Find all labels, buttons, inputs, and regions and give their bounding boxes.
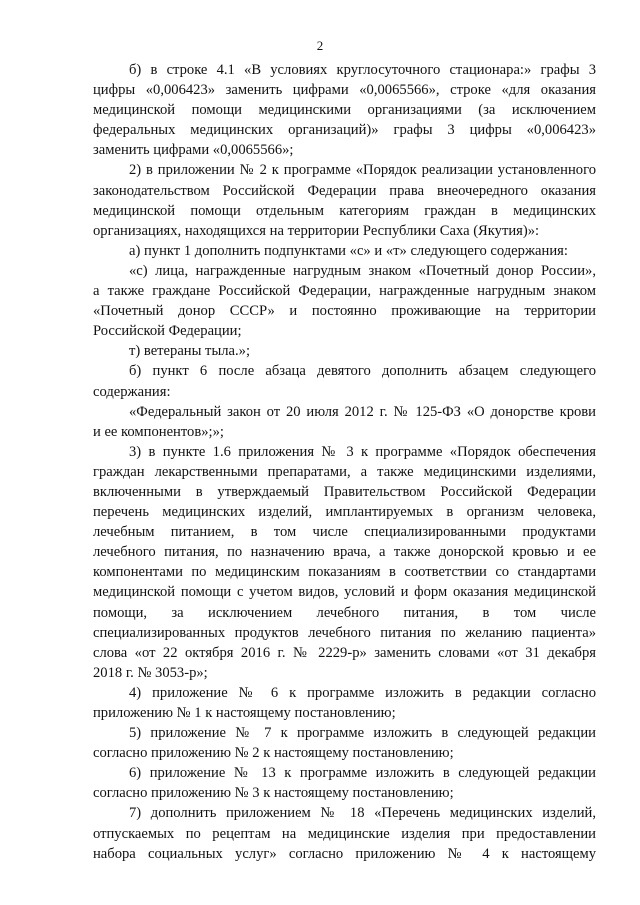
text-line: а) пункт 1 дополнить подпунктами «с» и «т» следующего содержания: [129,242,568,259]
text-line: 2) в приложении № 2 к программе «Порядок реализации установленного [129,162,596,179]
text-line: приложению № 1 к настоящему постановлению; [93,705,396,721]
text-line: заменить цифрами «0,0065566»; [93,142,294,159]
text-line: медицинской помощи с учетом видов, условий и форм оказания медицинской [93,584,596,601]
text-line: «с) лица, награжденные нагрудным знаком «Почетный донор России», [129,262,596,279]
text-line: а также граждане Российской Федерации, награжденные нагрудным знаком [93,283,596,300]
text-line: набора социальных услуг» согласно приложению № 4 к настоящему [93,845,596,862]
text-line: согласно приложению № 2 к настоящему постановлению; [93,745,454,762]
text-line: «Почетный донор СССР» и постоянно проживающие на территории [93,303,596,320]
text-line: федеральных медицинских организаций)» графы 3 цифры «0,006423» [93,122,596,139]
text-line: организациях, находящихся на территории Республики Саха (Якутия)»: [93,222,540,239]
text-line: б) в строке 4.1 «В условиях круглосуточного стационара:» графы 3 [129,62,596,78]
page-number: 2 [316,38,324,53]
text-line: 7) дополнить приложением № 18 «Перечень медицинских изделий, [129,805,596,822]
text-line: 3) в пункте 1.6 приложения № 3 к программе «Порядок обеспечения [129,443,596,460]
text-line: граждан лекарственными препаратами, а также медицинскими изделиями, [93,463,596,480]
text-line: компонентами по медицинским показаниям в соответствии со стандартами [93,564,596,581]
text-line: медицинской помощи отдельным категориям граждан в медицинских [93,202,596,219]
text-line: медицинской помощи медицинскими организациями (за исключением [93,102,596,119]
text-line: и ее компонентов»;»; [93,423,224,440]
text-line: перечень медицинских изделий, имплантируемых в организм человека, [93,504,596,521]
text-line: отпускаемых по рецептам на медицинские изделия при предоставлении [93,825,596,842]
text-line: 4) приложение № 6 к программе изложить в редакции согласно [129,684,596,701]
text-line: законодательством Российской Федерации права внеочередного оказания [93,182,596,199]
text-line: содержания: [93,383,171,400]
text-line: цифры «0,006423» заменить цифрами «0,0065566», строке «для оказания [93,82,596,99]
text-line: слова «от 22 октября 2016 г. № 2229-р» заменить словами «от 31 декабря [93,644,596,661]
text-line: помощи, за исключением лечебного питания, в том числе [93,604,596,621]
text-line: 5) приложение № 7 к программе изложить в следующей редакции [129,725,596,742]
text-line: специализированных продуктов лечебного питания по желанию пациента» [93,624,596,641]
text-line: б) пункт 6 после абзаца девятого дополнить абзацем следующего [129,363,596,380]
text-line: включенными в утверждаемый Правительством Российской Федерации [93,483,596,500]
text-line: «Федеральный закон от 20 июля 2012 г. № 125-ФЗ «О донорстве крови [129,403,596,420]
text-line: 6) приложение № 13 к программе изложить в следующей редакции [129,765,596,782]
text-line: 2018 г. № 3053-р»; [93,664,208,681]
text-line: т) ветераны тыла.»; [129,343,251,360]
document-body [93,60,596,864]
text-line: лечебного питания, по назначению врача, а также донорской кровью и ее [93,544,596,561]
text-line: согласно приложению № 3 к настоящему постановлению; [93,785,454,802]
text-line: Российской Федерации; [93,323,242,340]
text-line: лечебным питанием, в том числе специализированными продуктами [93,524,596,541]
